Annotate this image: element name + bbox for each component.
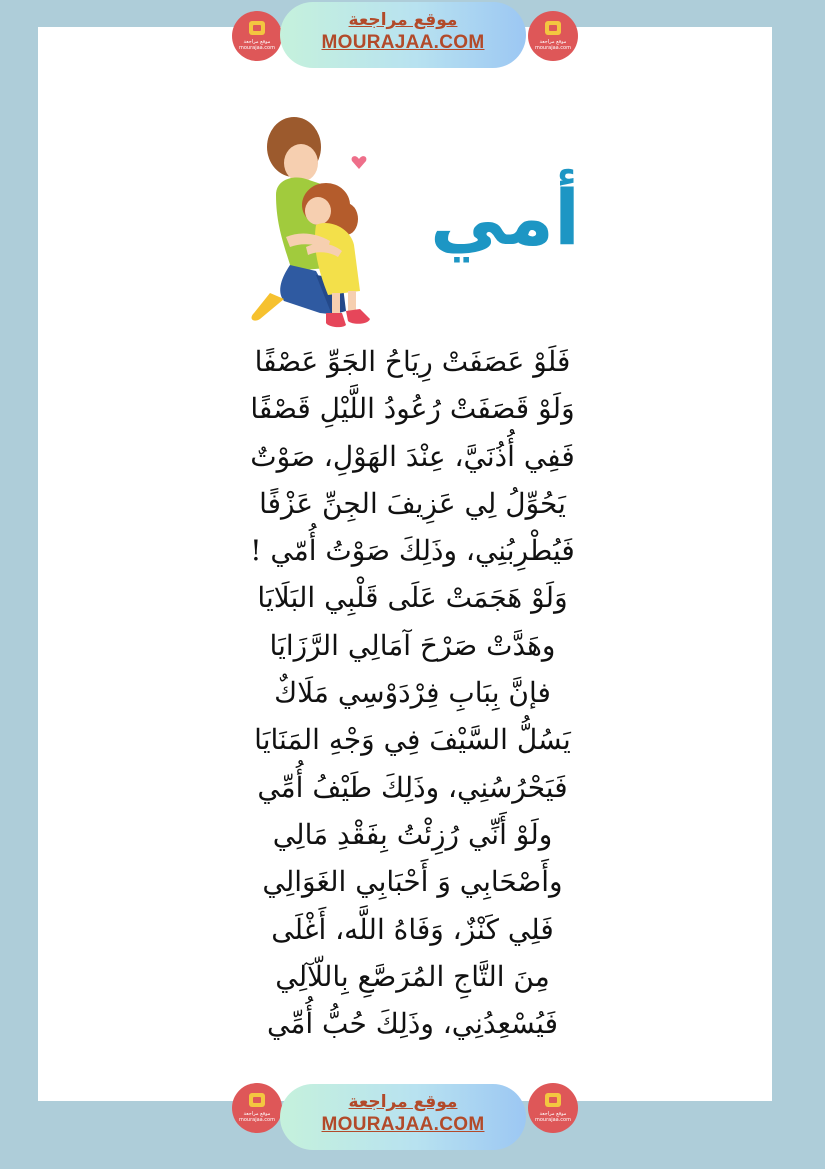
poem-line: يَسُلُّ السَّيْفَ فِي وَجْهِ المَنَايَا <box>254 723 571 757</box>
poem-line: وَلَوْ قَصَفَتْ رُعُودُ اللَّيْلِ قَصْفًا <box>250 392 575 426</box>
poem-line: فَفِي أُذُنَيَّ، عِنْدَ الهَوْلِ، صَوْتٌ <box>250 439 575 473</box>
poem-line: وَلَوْ هَجَمَتْ عَلَى قَلْبِي البَلَايَا <box>257 581 568 615</box>
site-banner-top[interactable] <box>280 2 526 68</box>
poem-line: فَلَوْ عَصَفَتْ رِيَاحُ الجَوِّ عَصْفًا <box>254 345 571 378</box>
poem-line: وأَصْحَابِي وَ أَحْبَابِي الغَوَالِي <box>262 865 563 899</box>
badge-caption: موقع مراجعة mourajaa.com <box>238 1111 275 1123</box>
site-banner-bottom[interactable] <box>280 1084 526 1150</box>
site-logo-badge-left <box>232 1083 282 1133</box>
poem-line: فَلِي كَنْزٌ، وَفَاهُ اللَّه، أَغْلَى <box>271 912 554 946</box>
mourajaa-logo-icon <box>545 1093 561 1107</box>
site-logo-badge-right <box>528 1083 578 1133</box>
site-name-arabic[interactable]: موقع مراجعة <box>348 10 458 30</box>
poem-line: فَيُطْرِبُنِي، وذَلِكَ صَوْتُ أُمّي ! <box>250 534 575 568</box>
badge-caption: موقع مراجعة mourajaa.com <box>238 39 275 51</box>
poem-line: وهَدَّتْ صَرْحَ آمَالِي الرَّزَايَا <box>269 628 556 662</box>
badge-caption: موقع مراجعة mourajaa.com <box>534 39 571 51</box>
site-name-arabic[interactable]: موقع مراجعة <box>348 1092 458 1112</box>
badge-caption: موقع مراجعة mourajaa.com <box>534 1111 571 1123</box>
mourajaa-logo-icon <box>545 21 561 35</box>
poem-line: يَحُوِّلُ لِي عَزِيفَ الجِنِّ عَزْفًا <box>259 486 566 520</box>
site-domain-link[interactable]: MOURAJAA.COM <box>321 1114 485 1135</box>
poem-title: أمي <box>430 173 580 262</box>
mother-hugging-daughter-illustration <box>246 115 396 330</box>
poem-line: مِنَ التَّاجِ المُرَصَّعِ بِاللّآلِي <box>275 959 550 993</box>
mourajaa-logo-icon <box>249 21 265 35</box>
poem-line: فَيُسْعِدُنِي، وذَلِكَ حُبُّ أُمِّي <box>267 1007 558 1041</box>
poem-line: فإنَّ بِبَابِ فِرْدَوْسِي مَلَاكٌ <box>274 676 551 710</box>
poem-line: فَيَحْرُسُنِي، وذَلِكَ طَيْفُ أُمِّي <box>257 770 568 804</box>
mourajaa-logo-icon <box>249 1093 265 1107</box>
site-logo-badge-right <box>528 11 578 61</box>
heart-icon <box>352 156 367 169</box>
poem-line: ولَوْ أَنِّي رُزِئْتُ بِفَقْدِ مَالِي <box>272 817 553 851</box>
poem-body <box>200 338 625 1047</box>
site-domain-link[interactable]: MOURAJAA.COM <box>321 32 485 53</box>
site-logo-badge-left <box>232 11 282 61</box>
